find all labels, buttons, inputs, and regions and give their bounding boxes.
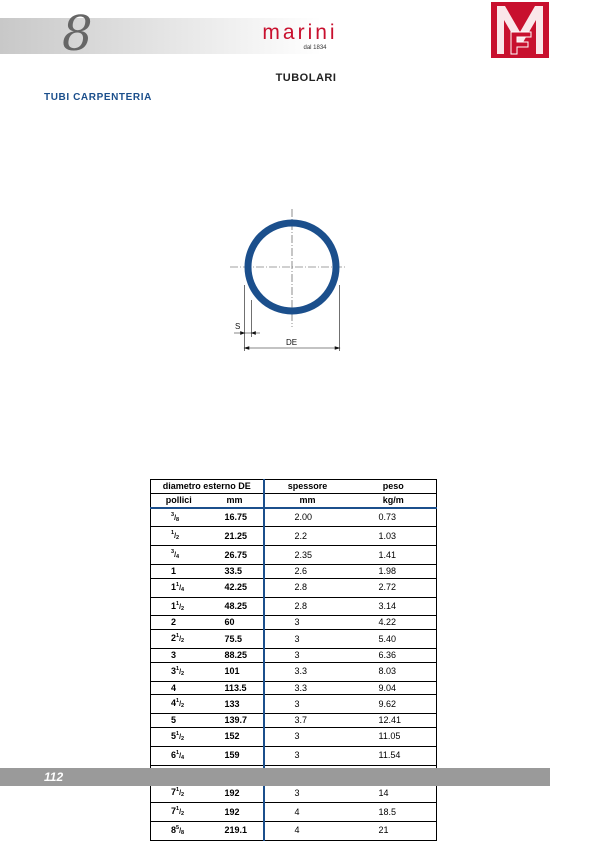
cell-weight: 2.72 xyxy=(351,578,437,597)
page-title: TUBOLARI xyxy=(275,72,337,84)
cell-inches xyxy=(151,746,207,765)
subheader-thickness-unit: mm xyxy=(264,493,351,507)
inch-fraction xyxy=(171,512,179,522)
fraction-denominator: 2 xyxy=(181,670,185,677)
cell-thickness: 3 xyxy=(264,630,351,649)
cell-thickness: 3 xyxy=(264,784,351,803)
table-row xyxy=(151,746,437,765)
cell-thickness: 3.3 xyxy=(264,662,351,681)
inch-fraction xyxy=(176,582,184,592)
inch-whole: 5 xyxy=(171,715,177,726)
fraction-denominator: 8 xyxy=(181,829,185,836)
fraction-slash: / xyxy=(179,636,182,644)
inch-fraction xyxy=(176,601,184,611)
fraction-numerator: 1 xyxy=(176,665,180,672)
cell-mm: 192 xyxy=(207,784,264,803)
cell-mm: 159 xyxy=(207,746,264,765)
subheader-inches: pollici xyxy=(151,493,207,507)
cell-thickness: 3 xyxy=(264,746,351,765)
cell-thickness: 2.00 xyxy=(264,508,351,527)
table-row xyxy=(151,564,437,578)
fraction-numerator: 1 xyxy=(176,581,180,588)
fraction-denominator: 2 xyxy=(181,703,185,710)
cell-weight: 1.03 xyxy=(351,527,437,546)
cell-inches xyxy=(151,648,207,662)
inch-whole: 5 xyxy=(171,730,177,741)
cell-weight: 9.62 xyxy=(351,695,437,714)
cell-weight: 3.14 xyxy=(351,597,437,616)
fraction-numerator: 1 xyxy=(176,698,180,705)
fraction-slash: / xyxy=(174,533,177,541)
cell-mm: 60 xyxy=(207,616,264,630)
cell-mm: 75.5 xyxy=(207,630,264,649)
cell-inches xyxy=(151,527,207,546)
cell-weight: 8.03 xyxy=(351,662,437,681)
fraction-denominator: 2 xyxy=(181,605,185,612)
cell-weight: 4.22 xyxy=(351,616,437,630)
cell-inches xyxy=(151,546,207,565)
inch-whole: 2 xyxy=(171,617,177,628)
cell-weight: 21 xyxy=(351,821,437,840)
table-subheader-row xyxy=(151,493,437,507)
cell-weight: 1.41 xyxy=(351,546,437,565)
mf-monogram-icon xyxy=(491,2,549,58)
table-row xyxy=(151,714,437,728)
table-row xyxy=(151,616,437,630)
fraction-slash: / xyxy=(179,827,182,835)
fraction-slash: / xyxy=(179,752,182,760)
cell-thickness: 3 xyxy=(264,727,351,746)
cell-thickness: 4 xyxy=(264,821,351,840)
fraction-numerator: 1 xyxy=(176,806,180,813)
fraction-numerator: 1 xyxy=(171,530,175,537)
cell-weight: 14 xyxy=(351,784,437,803)
cell-weight: 1.98 xyxy=(351,564,437,578)
cell-mm: 219.1 xyxy=(207,821,264,840)
table-row xyxy=(151,508,437,527)
table-header-row xyxy=(151,480,437,494)
table-row xyxy=(151,630,437,649)
inch-fraction xyxy=(176,633,184,643)
inch-whole: 7 xyxy=(171,806,177,817)
inch-fraction xyxy=(176,750,184,760)
cell-inches xyxy=(151,803,207,822)
inch-fraction xyxy=(176,787,184,797)
table-row xyxy=(151,648,437,662)
cell-thickness: 2.8 xyxy=(264,597,351,616)
cell-thickness: 3.7 xyxy=(264,714,351,728)
cell-inches xyxy=(151,714,207,728)
fraction-denominator: 2 xyxy=(181,811,185,818)
cell-thickness: 2.35 xyxy=(264,546,351,565)
cell-inches xyxy=(151,821,207,840)
cell-weight: 18.5 xyxy=(351,803,437,822)
cell-weight: 6.36 xyxy=(351,648,437,662)
fraction-numerator: 1 xyxy=(176,787,180,794)
inch-whole: 8 xyxy=(171,824,177,835)
inch-whole: 1 xyxy=(171,565,177,576)
inch-whole: 4 xyxy=(171,682,177,693)
inch-whole: 2 xyxy=(171,633,177,644)
fraction-slash: / xyxy=(179,733,182,741)
inch-fraction xyxy=(176,698,184,708)
fraction-slash: / xyxy=(179,584,182,592)
inch-whole: 3 xyxy=(171,649,177,660)
cell-thickness: 2.2 xyxy=(264,527,351,546)
cell-thickness: 3.3 xyxy=(264,681,351,695)
spec-table-body xyxy=(151,508,437,841)
inch-whole: 1 xyxy=(171,600,177,611)
inch-whole: 1 xyxy=(171,581,177,592)
inch-fraction xyxy=(176,825,184,835)
fraction-denominator: 4 xyxy=(181,586,185,593)
table-row xyxy=(151,578,437,597)
fraction-denominator: 4 xyxy=(176,554,180,561)
cell-inches xyxy=(151,784,207,803)
inch-fraction xyxy=(171,549,179,559)
cell-inches xyxy=(151,681,207,695)
cell-inches xyxy=(151,630,207,649)
inch-whole: 3 xyxy=(171,665,177,676)
inch-fraction xyxy=(176,731,184,741)
cell-thickness: 2.6 xyxy=(264,564,351,578)
page-number: 112 xyxy=(44,770,64,784)
fraction-numerator: 1 xyxy=(176,633,180,640)
fraction-denominator: 4 xyxy=(181,754,185,761)
cell-mm: 88.25 xyxy=(207,648,264,662)
col-header-thickness: spessore xyxy=(264,480,351,494)
table-row xyxy=(151,695,437,714)
cell-mm: 42.25 xyxy=(207,578,264,597)
tube-section-drawing xyxy=(222,205,352,355)
subheader-weight-unit: kg/m xyxy=(351,493,437,507)
fraction-slash: / xyxy=(174,552,177,560)
table-row xyxy=(151,784,437,803)
inch-whole: 4 xyxy=(171,698,177,709)
cell-inches xyxy=(151,662,207,681)
fraction-denominator: 2 xyxy=(181,735,185,742)
cell-weight: 5.40 xyxy=(351,630,437,649)
fraction-numerator: 3 xyxy=(171,511,175,518)
cell-mm: 16.75 xyxy=(207,508,264,527)
cell-inches xyxy=(151,616,207,630)
fraction-slash: / xyxy=(179,790,182,798)
fraction-denominator: 2 xyxy=(181,638,185,645)
cell-mm: 113.5 xyxy=(207,681,264,695)
cell-mm: 33.5 xyxy=(207,564,264,578)
cell-mm: 133 xyxy=(207,695,264,714)
footer-bar xyxy=(0,768,550,786)
section-title: TUBI CARPENTERIA xyxy=(44,92,152,103)
fraction-denominator: 2 xyxy=(181,792,185,799)
inch-fraction xyxy=(176,666,184,676)
fraction-denominator: 8 xyxy=(176,516,180,523)
cell-mm: 48.25 xyxy=(207,597,264,616)
cell-inches xyxy=(151,597,207,616)
cell-thickness: 2.8 xyxy=(264,578,351,597)
group-header-diameter: diametro esterno DE xyxy=(151,480,264,494)
cell-thickness: 4 xyxy=(264,803,351,822)
fraction-numerator: 5 xyxy=(176,824,180,831)
table-row xyxy=(151,681,437,695)
cell-inches xyxy=(151,727,207,746)
cell-mm: 101 xyxy=(207,662,264,681)
col-header-weight: peso xyxy=(351,480,437,494)
cell-mm: 139.7 xyxy=(207,714,264,728)
table-row xyxy=(151,727,437,746)
brand xyxy=(250,22,350,52)
fraction-numerator: 3 xyxy=(171,549,175,556)
brand-tagline: dal 1834 xyxy=(303,45,327,51)
fraction-slash: / xyxy=(179,668,182,676)
spec-table xyxy=(150,479,437,841)
cell-mm: 192 xyxy=(207,803,264,822)
cell-weight: 12.41 xyxy=(351,714,437,728)
fraction-numerator: 1 xyxy=(176,749,180,756)
table-row xyxy=(151,803,437,822)
table-row xyxy=(151,662,437,681)
fraction-denominator: 2 xyxy=(176,535,180,542)
table-row xyxy=(151,597,437,616)
cell-inches xyxy=(151,695,207,714)
fraction-slash: / xyxy=(179,701,182,709)
table-row xyxy=(151,527,437,546)
table-row xyxy=(151,546,437,565)
cell-inches xyxy=(151,508,207,527)
inch-fraction xyxy=(171,530,179,540)
table-row xyxy=(151,821,437,840)
cell-weight: 11.54 xyxy=(351,746,437,765)
cell-weight: 11.05 xyxy=(351,727,437,746)
cell-mm: 152 xyxy=(207,727,264,746)
inch-whole: 6 xyxy=(171,749,177,760)
diameter-label: DE xyxy=(286,338,298,347)
cell-inches xyxy=(151,564,207,578)
subheader-mm: mm xyxy=(207,493,264,507)
cell-mm: 26.75 xyxy=(207,546,264,565)
fraction-slash: / xyxy=(174,514,177,522)
thickness-label: S xyxy=(235,322,241,331)
cell-weight: 9.04 xyxy=(351,681,437,695)
fraction-slash: / xyxy=(179,603,182,611)
cell-inches xyxy=(151,578,207,597)
cell-thickness: 3 xyxy=(264,695,351,714)
fraction-numerator: 1 xyxy=(176,730,180,737)
brand-name: marini xyxy=(262,21,338,44)
chapter-number: 8 xyxy=(62,6,93,62)
cell-weight: 0.73 xyxy=(351,508,437,527)
fraction-slash: / xyxy=(179,809,182,817)
fraction-numerator: 1 xyxy=(176,600,180,607)
cell-mm: 21.25 xyxy=(207,527,264,546)
cell-thickness: 3 xyxy=(264,648,351,662)
inch-fraction xyxy=(176,806,184,816)
inch-whole: 7 xyxy=(171,787,177,798)
cell-thickness: 3 xyxy=(264,616,351,630)
